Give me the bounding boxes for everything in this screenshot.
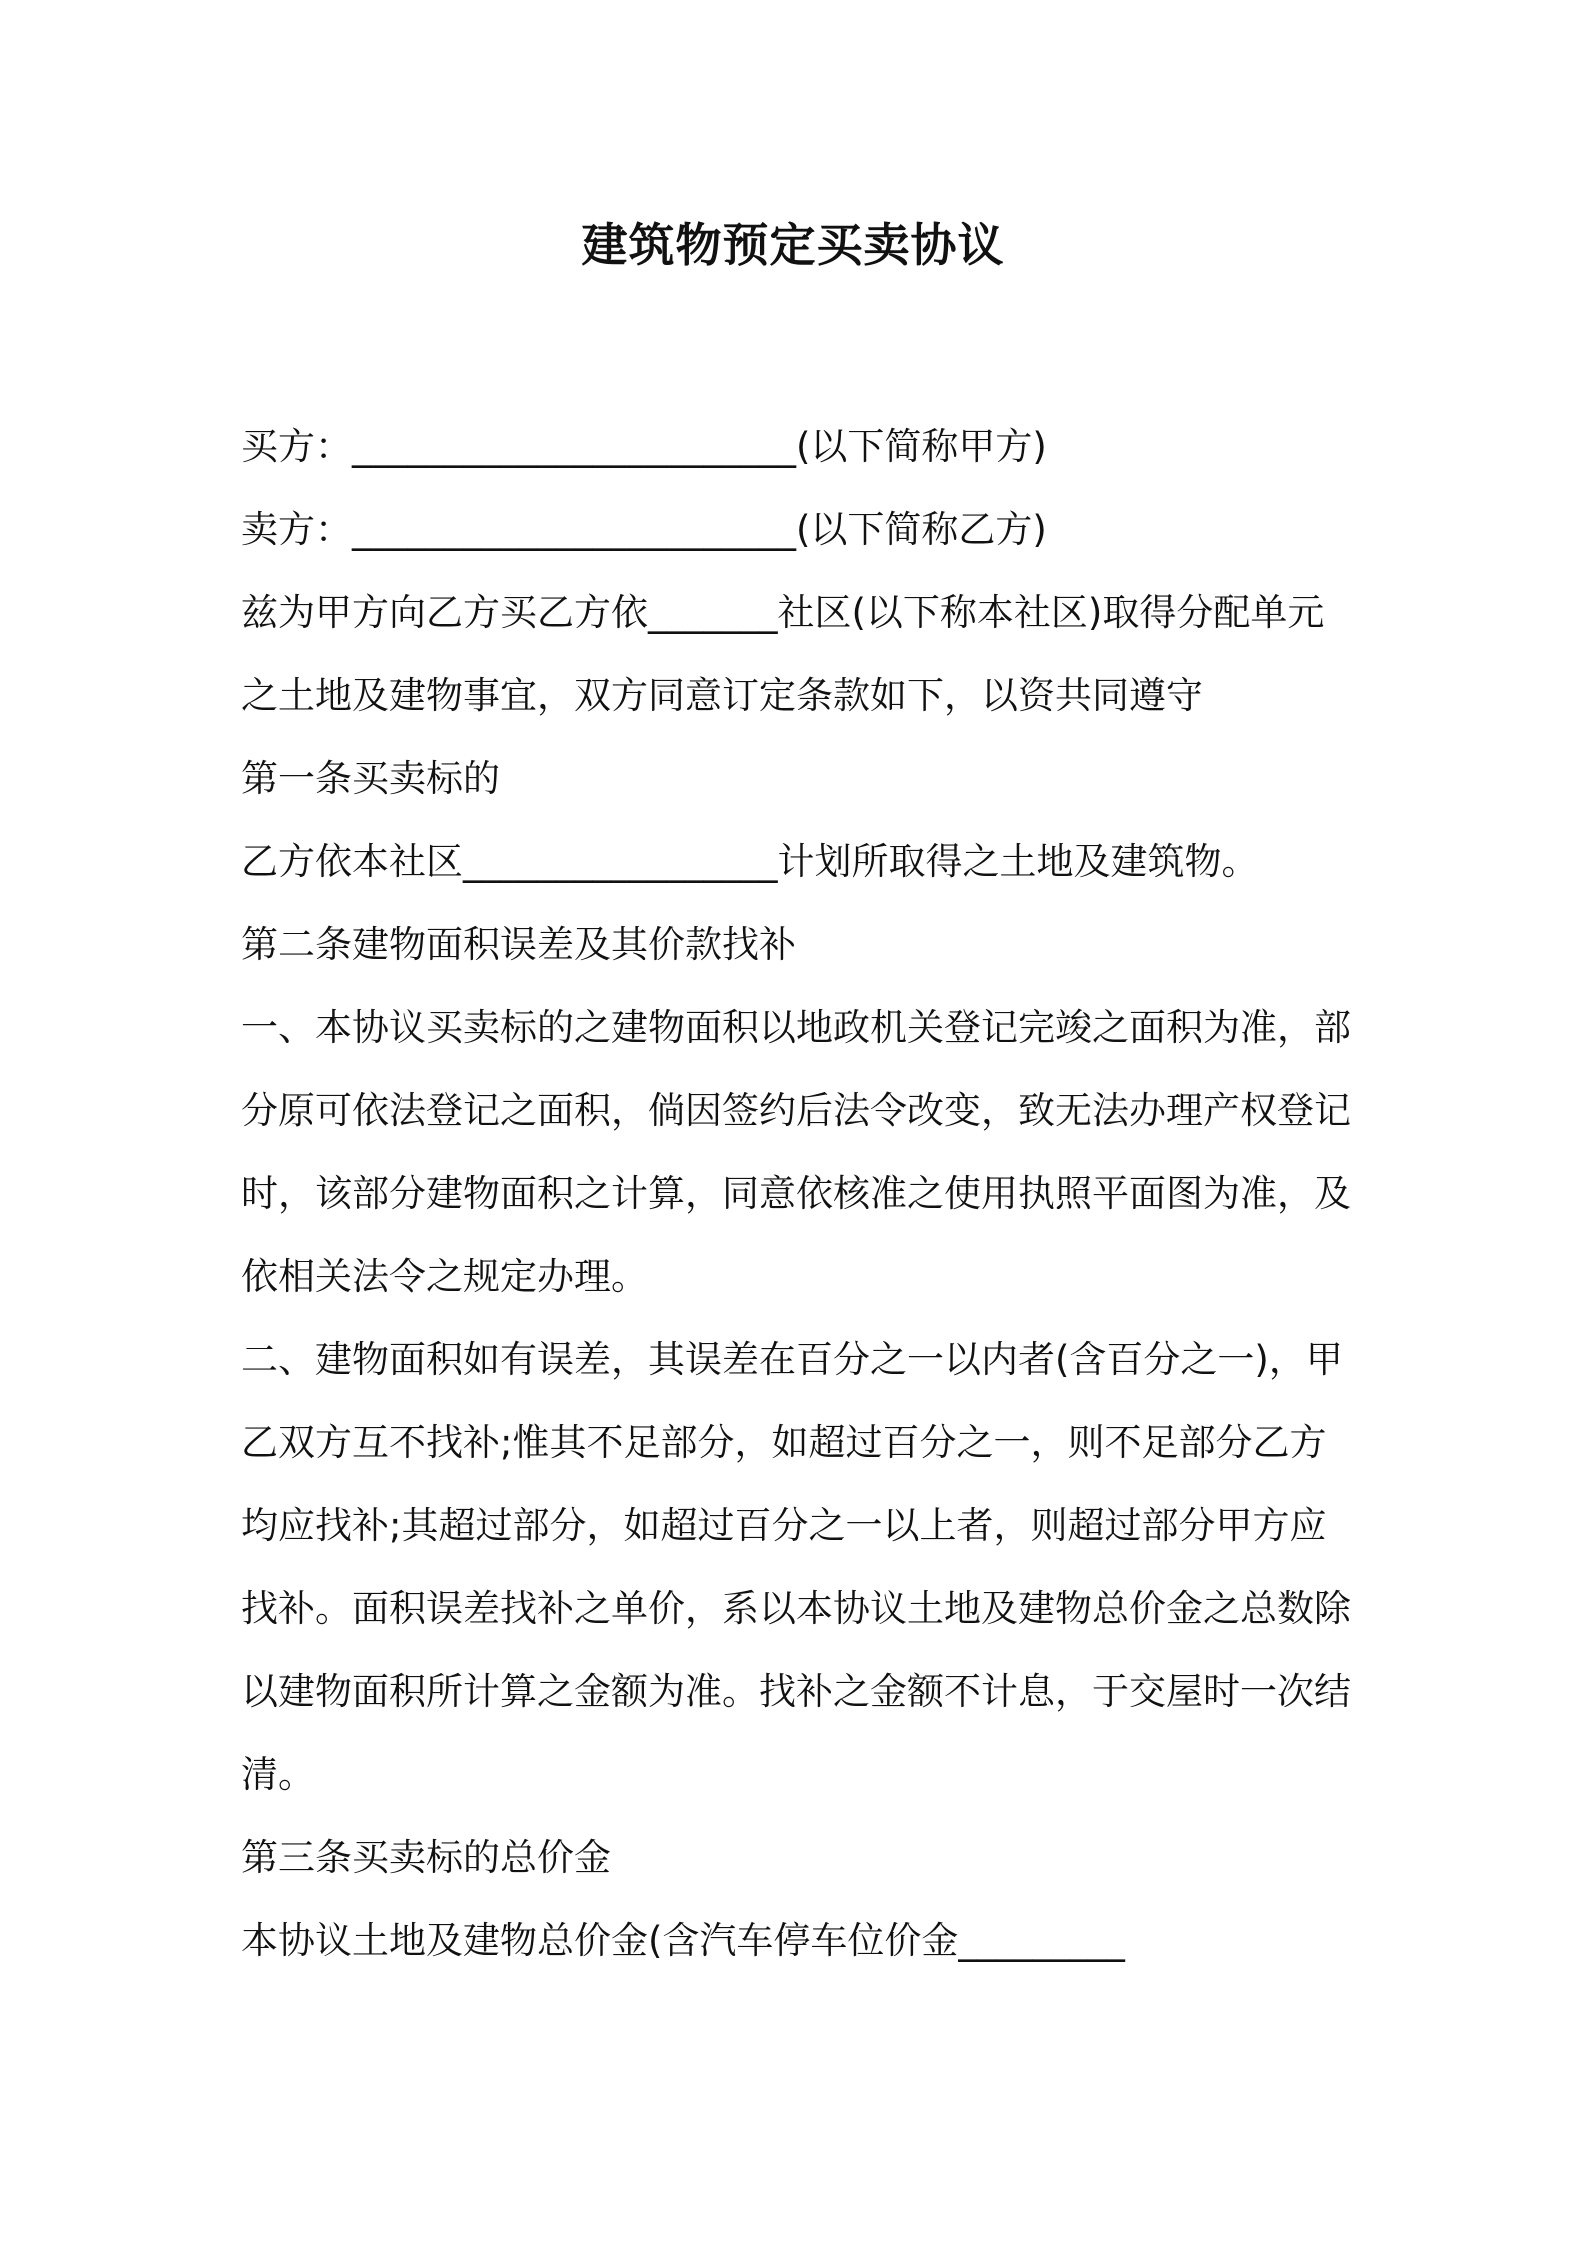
article-text-line: 以建物面积所计算之金额为准。找补之金额不计息，于交屋时一次结 — [241, 1670, 1351, 1713]
preamble-line: 之土地及建物事宜，双方同意订定条款如下，以资共同遵守 — [241, 674, 1203, 717]
article-text-line: 乙方依本社区_________________计划所取得之土地及建筑物。 — [241, 840, 1259, 883]
article-text-line: 清。 — [241, 1753, 315, 1796]
document-title: 建筑物预定买卖协议 — [581, 218, 1005, 272]
article-heading: 第三条买卖标的总价金 — [241, 1836, 611, 1879]
article-heading: 第二条建物面积误差及其价款找补 — [241, 923, 796, 966]
article-text-line: 本协议土地及建物总价金(含汽车停车位价金_________ — [241, 1919, 1125, 1962]
preamble-line: 兹为甲方向乙方买乙方依_______社区(以下称本社区)取得分配单元 — [241, 591, 1325, 634]
article-text-line: 二、建物面积如有误差，其误差在百分之一以内者(含百分之一)，甲 — [241, 1338, 1343, 1381]
document-body — [241, 405, 1361, 1982]
article-text-line: 找补。面积误差找补之单价，系以本协议土地及建物总价金之总数除 — [241, 1587, 1351, 1630]
article-text-line: 乙双方互不找补;惟其不足部分，如超过百分之一，则不足部分乙方 — [241, 1421, 1327, 1464]
article-text-line: 依相关法令之规定办理。 — [241, 1255, 648, 1298]
article-text-line: 均应找补;其超过部分，如超过百分之一以上者，则超过部分甲方应 — [241, 1504, 1327, 1547]
article-text-line: 时，该部分建物面积之计算，同意依核准之使用执照平面图为准，及 — [241, 1172, 1351, 1215]
seller-line: 卖方：________________________(以下简称乙方) — [241, 508, 1047, 551]
buyer-line: 买方：________________________(以下简称甲方) — [241, 425, 1047, 468]
article-heading: 第一条买卖标的 — [241, 757, 500, 800]
article-text-line: 分原可依法登记之面积，倘因签约后法令改变，致无法办理产权登记 — [241, 1089, 1351, 1132]
article-text-line: 一、本协议买卖标的之建物面积以地政机关登记完竣之面积为准，部 — [241, 1006, 1351, 1049]
